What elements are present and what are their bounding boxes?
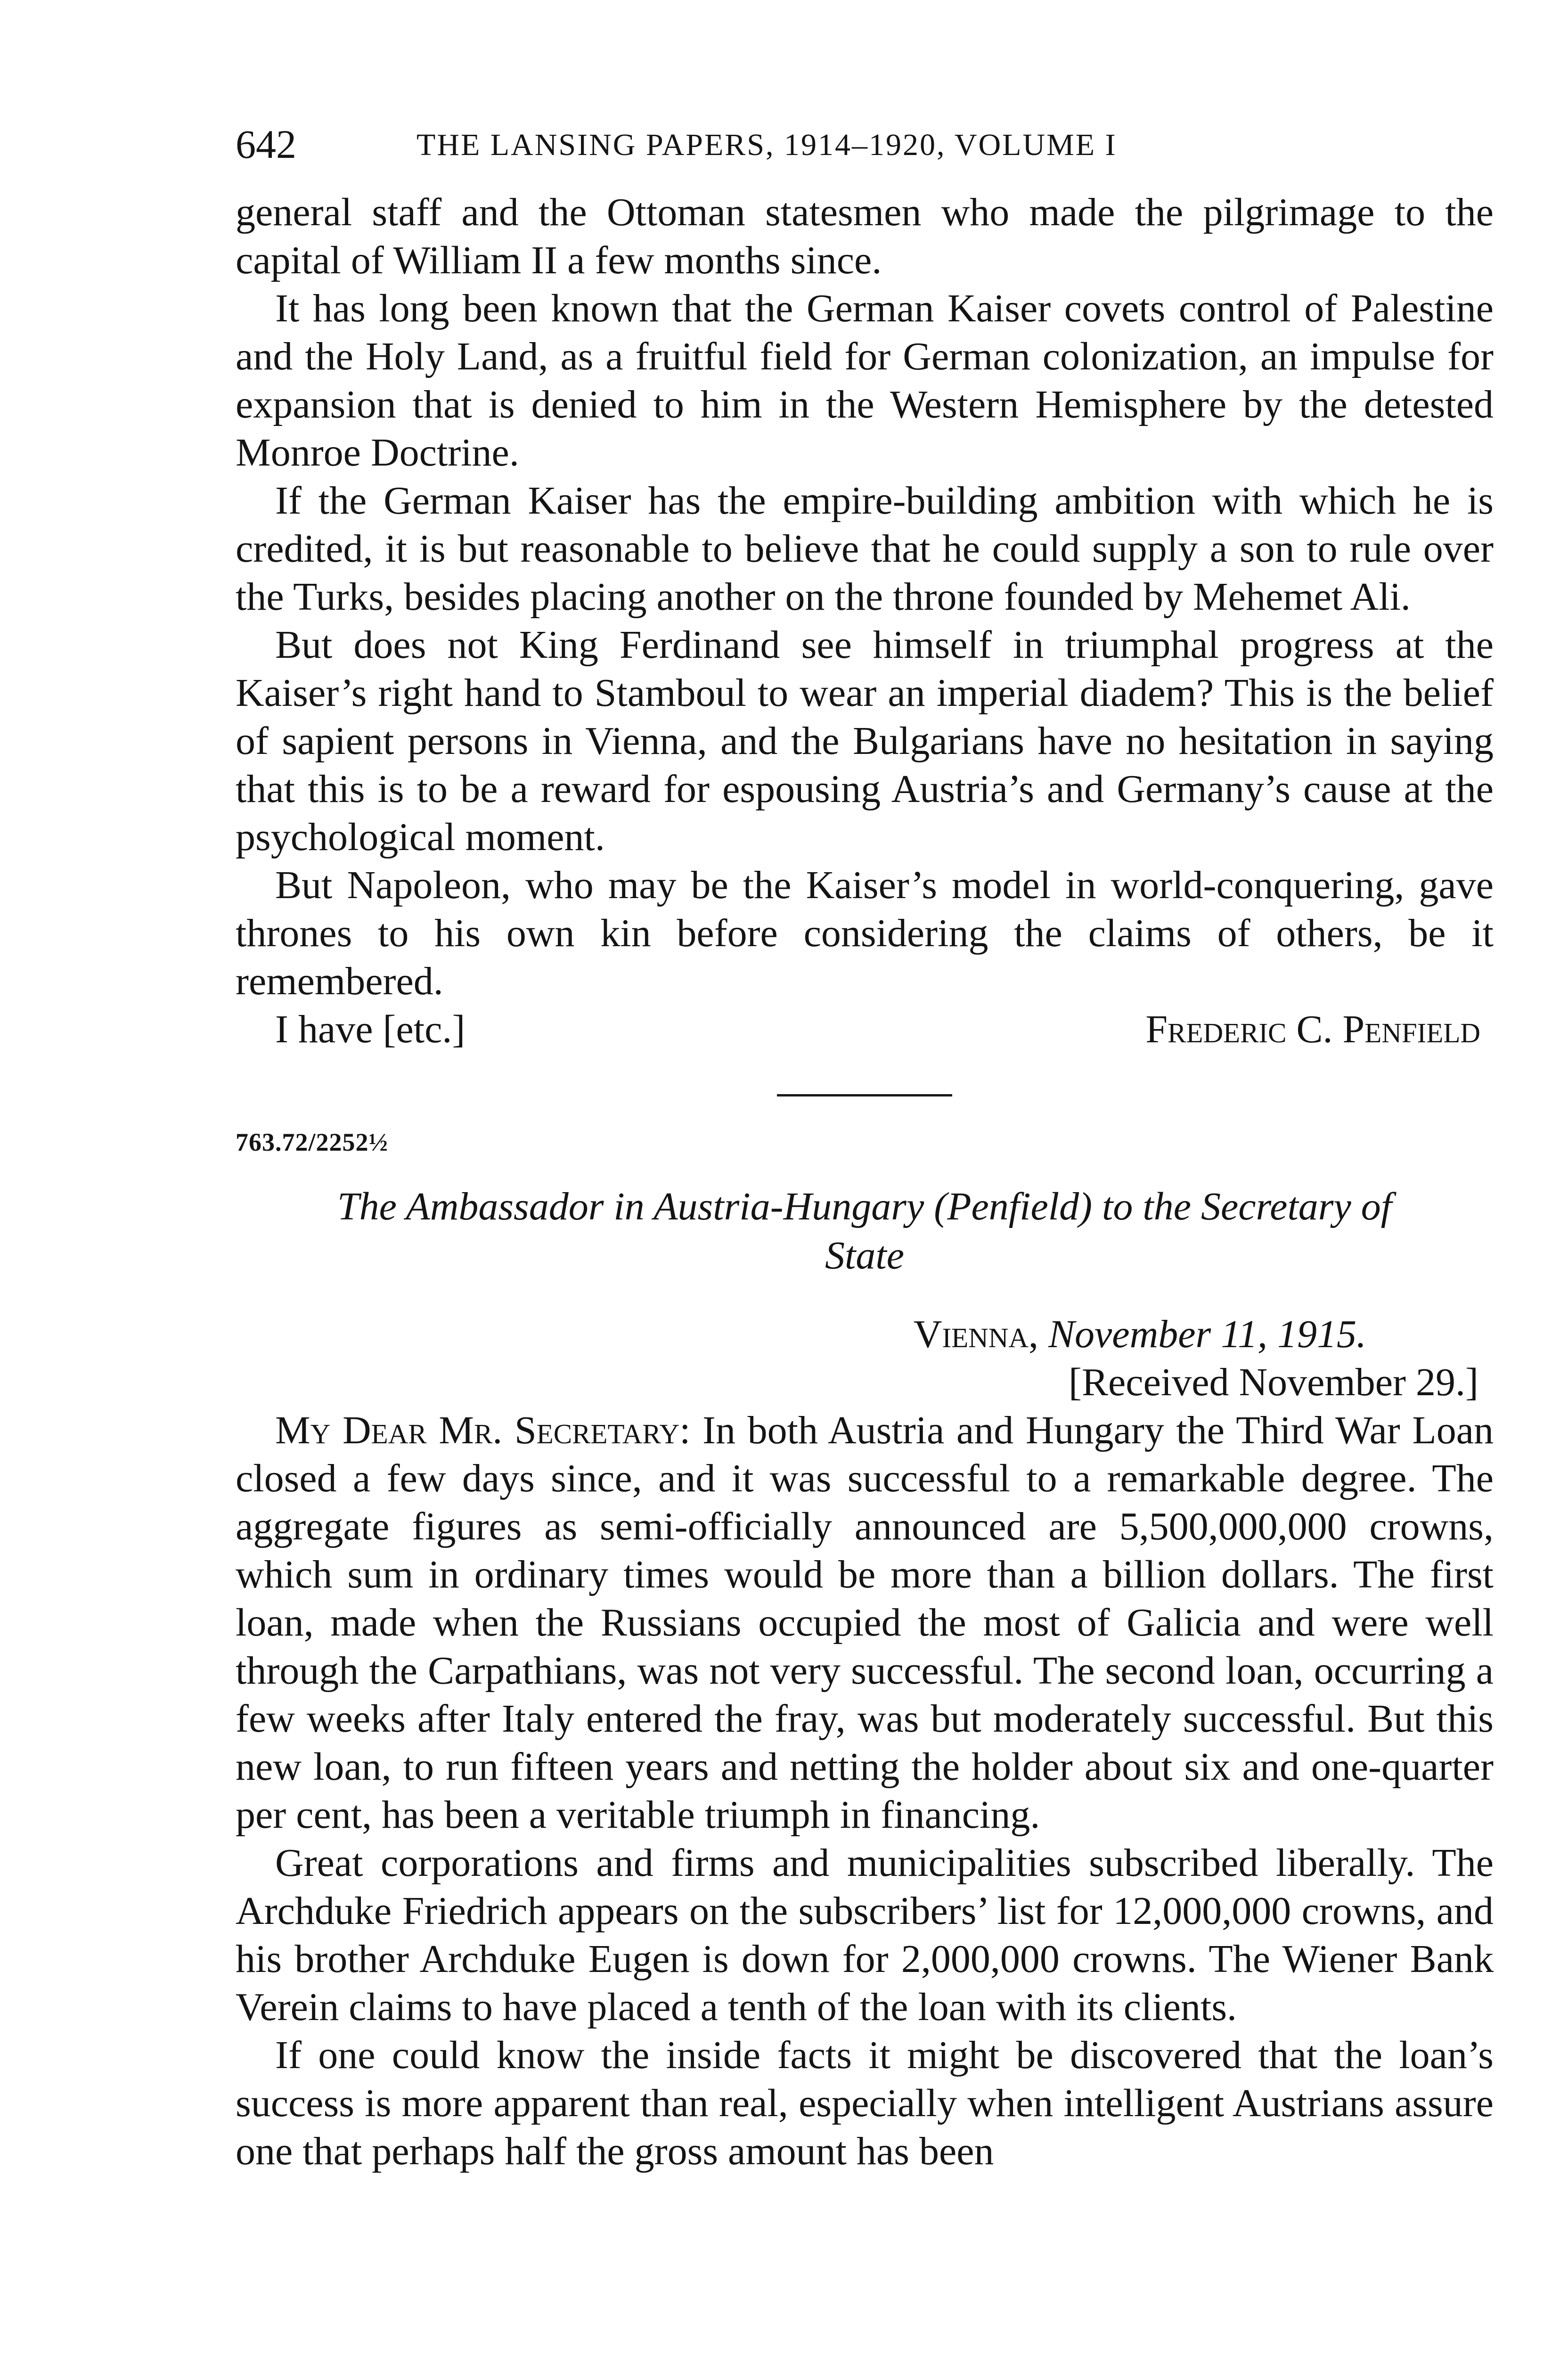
salutation: My Dear Mr. Secretary:: [275, 1408, 691, 1452]
body-paragraph: But Napoleon, who may be the Kaiser’s model in world-conquering, gave thrones to his own kin before considering the claims of others, be it remembered.: [236, 863, 1494, 1003]
page-number: 642: [236, 122, 296, 167]
closing-text: I have [etc.]: [275, 1007, 466, 1051]
heading-line: State: [825, 1234, 904, 1277]
document-heading: [236, 1182, 1494, 1280]
signature: Frederic C. Penfield: [1145, 1007, 1480, 1051]
continued-paragraph: general staff and the Ottoman statesmen who made the pilgrimage to the capital of William II a few months since.: [236, 190, 1494, 282]
received-date: [Received November 29.]: [1069, 1360, 1478, 1404]
body-paragraph: Great corporations and firms and municipalities subscribed liberally. The Archduke Friedrich appears on the subscribers’ list for 12,000,000 crowns, and his brother Archduke Eugen is down for 2,000,000 crowns. The Wiener Bank Verein claims to have placed a tenth of the loan with its clients.: [236, 1841, 1494, 2029]
file-number: 763.72/2252½: [236, 1128, 389, 1156]
heading-line: The Ambassador in Austria-Hungary (Penfield) to the Secretary of: [337, 1185, 1392, 1228]
document-page: [236, 118, 1494, 2176]
dateline: [236, 1310, 1494, 1358]
letter-opening-paragraph: [236, 1407, 1494, 1839]
body-paragraph: If the German Kaiser has the empire-building ambition with which he is credited, it is but reasonable to believe that he could supply a son to rule over the Turks, besides placing another on the throne founded by Mehemet Ali.: [236, 479, 1494, 619]
running-header: [236, 118, 1494, 170]
body-paragraph: But does not King Ferdinand see himself in triumphal progress at the Kaiser’s right hand to Stamboul to wear an imperial diadem? This is the belief of sapient persons in Vienna, and the Bulgarians have no hesitation in saying that this is to be a reward for espousing Austria’s and Germany’s cause at the psychological moment.: [236, 623, 1494, 859]
running-title: THE LANSING PAPERS, 1914–1920, VOLUME I: [416, 128, 1117, 162]
dateline-place: Vienna,: [913, 1312, 1038, 1356]
opening-text: In both Austria and Hungary the Third War Loan closed a few days since, and it was successful to a remarkable degree. The aggregate figures as semi-officially announced are 5,500,000,000 crowns, which sum in ordinary times would be more than a billion dollars. The first loan, made when the Russians occupied the most of Galicia and were well through the Carpathians, was not very successful. The second loan, occurring a few weeks after Italy entered the fray, was but moderately successful. But this new loan, to run fifteen years and netting the holder about six and one-quarter per cent, has been a veritable triumph in financing.: [236, 1408, 1494, 1837]
body-paragraph: It has long been known that the German Kaiser covets control of Palestine and the Holy Land, as a fruitful field for German colonization, an impulse for expansion that is denied to him in the Western Hemisphere by the detested Monroe Doctrine.: [236, 286, 1494, 474]
section-divider: [777, 1094, 952, 1096]
letter-closing: [236, 1006, 1494, 1054]
dateline-date: November 11, 1915.: [1048, 1312, 1366, 1356]
body-paragraph: If one could know the inside facts it might be discovered that the loan’s success is more apparent than real, especially when intelligent Austrians assure one that perhaps half the gross amount has been: [236, 2033, 1494, 2173]
